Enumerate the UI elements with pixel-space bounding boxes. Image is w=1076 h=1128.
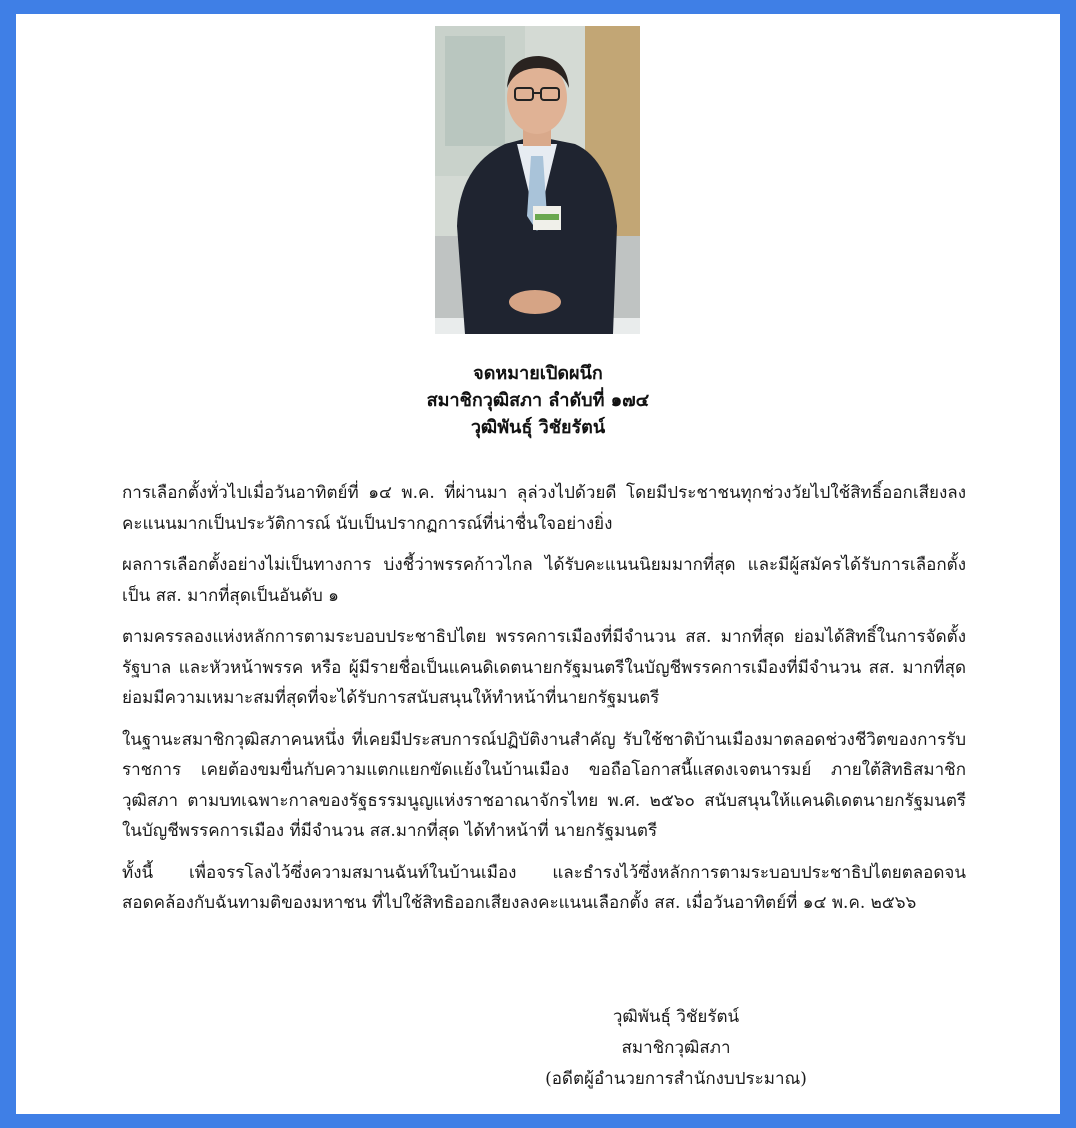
paragraph: ในฐานะสมาชิกวุฒิสภาคนหนึ่ง ที่เคยมีประสบการณ์ปฏิบัติงานสำคัญ รับใช้ชาติบ้านเมืองมาตลอดช่วงชีวิตของการรับราชการ เคยต้องขมขื่นกับความแตกแยกขัดแย้งในบ้านเมือง ขอถือโอกาสนี้แสดงเจตนารมย์ ภายใต้สิทธิสมาชิกวุฒิสภา ตามบทเฉพาะกาลของรัฐธรรมนูญแห่งราชอาณาจักรไทย พ.ศ. ๒๕๖๐ สนับสนุนให้แคนดิเดตนายกรัฐมนตรี ในบัญชีพรรคการเมือง ที่มีจำนวน สส.มากที่สุด ได้ทำหน้าที่ นายกรัฐมนตรี: [122, 729, 966, 841]
signature-title: สมาชิกวุฒิสภา: [621, 1038, 731, 1058]
paragraph: ทั้งนี้ เพื่อจรรโลงไว้ซึ่งความสมานฉันท์ในบ้านเมือง และธำรงไว้ซึ่งหลักการตามระบอบประชาธิปไตยตลอดจนสอดคล้องกับฉันทามติของมหาชน ที่ไปใช้สิทธิออกเสียงลงคะแนนเลือกตั้ง สส. เมื่อวันอาทิตย์ที่ ๑๔ พ.ค. ๒๕๖๖: [122, 862, 966, 913]
paragraph: การเลือกตั้งทั่วไปเมื่อวันอาทิตย์ที่ ๑๔ พ.ค. ที่ผ่านมา ลุล่วงไปด้วยดี โดยมีประชาชนทุกช่วงวัยไปใช้สิทธิ์ออกเสียงลงคะแนนมากเป็นประวัติการณ์ นับเป็นปรากฏการณ์ที่น่าชื่นใจอย่างยิ่ง: [122, 483, 966, 534]
portrait-photo: [435, 26, 640, 334]
signature-name: วุฒิพันธุ์ วิชัยรัตน์: [612, 1007, 740, 1027]
paragraph: ตามครรลองแห่งหลักการตามระบอบประชาธิปไตย พรรคการเมืองที่มีจำนวน สส. มากที่สุด ย่อมได้สิทธิ์ในการจัดตั้งรัฐบาล และหัวหน้าพรรค หรือ ผู้มีรายชื่อเป็นแคนดิเดตนายกรัฐมนตรีในบัญชีพรรคการเมืองที่มีจำนวน สส. มากที่สุด ย่อมมีความเหมาะสมที่สุดที่จะได้รับการสนับสนุนให้ทำหน้าที่นายกรัฐมนตรี: [122, 627, 966, 708]
signature-note: (อดีตผู้อำนวยการสำนักงบประมาณ): [545, 1069, 807, 1089]
portrait-illustration: [435, 26, 640, 334]
signature-block: [496, 1002, 856, 1095]
letter-body: [122, 478, 966, 930]
senator-number: สมาชิกวุฒิสภา ลำดับที่ ๑๗๔: [426, 390, 650, 411]
letter-page: [16, 14, 1060, 1114]
letter-title: จดหมายเปิดผนึก: [473, 363, 603, 384]
letter-heading: [16, 360, 1060, 441]
senator-name: วุฒิพันธุ์ วิชัยรัตน์: [470, 417, 606, 438]
paragraph: ผลการเลือกตั้งอย่างไม่เป็นทางการ บ่งชี้ว่าพรรคก้าวไกล ได้รับคะแนนนิยมมากที่สุด และมีผู้สมัครได้รับการเลือกตั้งเป็น สส. มากที่สุดเป็นอันดับ ๑: [122, 555, 966, 606]
